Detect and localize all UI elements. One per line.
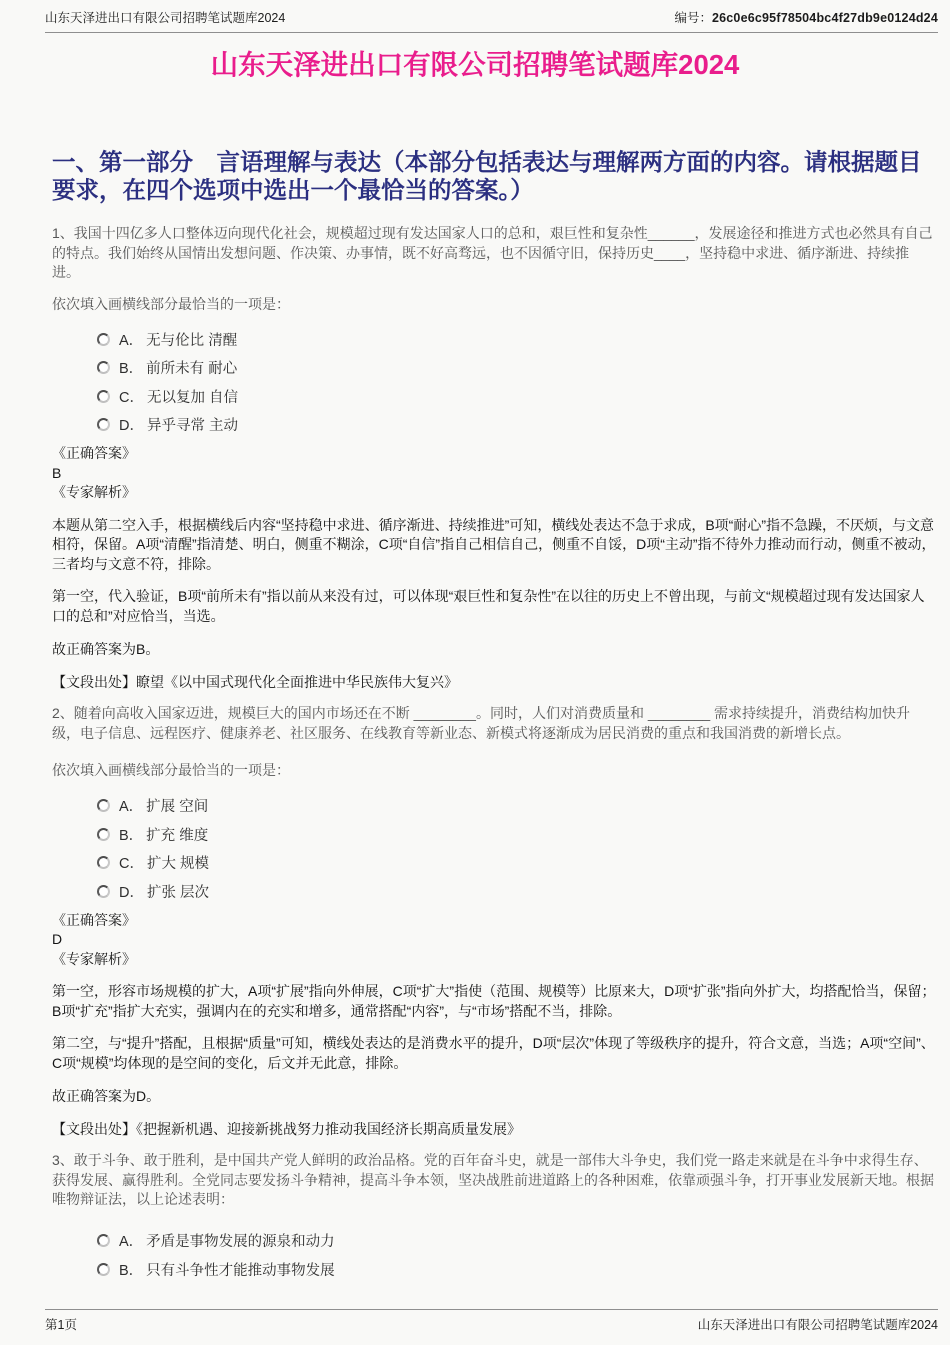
- option-letter: C．: [119, 389, 144, 406]
- source-reference: 【文段出处】《把握新机遇、迎接新挑战努力推动我国经济长期高质量发展》: [52, 1120, 521, 1137]
- radio-button-icon[interactable]: [97, 390, 110, 403]
- radio-button-icon[interactable]: [97, 418, 110, 431]
- option-text: 扩张 层次: [146, 884, 210, 901]
- option-letter: C．: [119, 856, 144, 873]
- option-a[interactable]: [97, 1227, 937, 1256]
- header-doc-title: 山东天泽进出口有限公司招聘笔试题库2024: [45, 11, 286, 25]
- options-list: [97, 325, 937, 439]
- analysis-paragraph: 第一空，形容市场规模的扩大，A项“扩展”指向外伸展，C项“扩大”指使（范围、规模等）比原来大，D项“扩张”指向外扩大，均搭配恰当，保留；B项“扩充”指扩大充实，强调内在的充实和增多，通常搭配“内容”，与“市场”搭配不当，排除。: [52, 983, 936, 1019]
- option-letter: D．: [119, 418, 144, 435]
- options-list: [97, 1227, 937, 1284]
- option-b[interactable]: [97, 354, 937, 383]
- conclusion: 故正确答案为D。: [52, 1088, 161, 1104]
- question-stem: 3、敢于斗争、敢于胜利，是中国共产党人鲜明的政治品格。党的百年奋斗史，就是一部伟大斗争史，我们党一路走来就是在斗争中求得生存、获得发展、赢得胜利。全党同志要发扬斗争精神，提高斗争本领，坚决战胜前进道路上的各种困难，依靠顽强斗争，打开事业发展新天地。根据唯物辩证法，以上论述表明：: [52, 1152, 934, 1207]
- radio-button-icon[interactable]: [97, 1263, 110, 1276]
- radio-button-icon[interactable]: [97, 828, 110, 841]
- option-letter: A．: [119, 799, 144, 816]
- radio-button-icon[interactable]: [97, 333, 110, 346]
- expert-analysis-label: 《专家解析》: [52, 950, 136, 967]
- question-1: [52, 224, 937, 692]
- analysis-paragraph: 本题从第二空入手，根据横线后内容“坚持稳中求进、循序渐进、持续推进”可知，横线处表达不急于求成，B项“耐心”指不急躁，不厌烦，与文意相符，保留。A项“清醒”指清楚、明白，侧重不糊涂，C项“自信”指自己相信自己，侧重不自馁，D项“主动”指不待外力推动而行动，侧重不被动，三者均与文意不符，排除。: [52, 516, 936, 572]
- question-3: [52, 1151, 937, 1284]
- option-b[interactable]: [97, 820, 937, 849]
- radio-button-icon[interactable]: [97, 1234, 110, 1247]
- correct-answer-label: 《正确答案》: [52, 445, 136, 461]
- option-a[interactable]: [97, 325, 937, 354]
- question-2: [52, 704, 937, 1139]
- correct-answer-value: D: [52, 931, 63, 947]
- expert-analysis-label: 《专家解析》: [52, 484, 136, 500]
- option-text: 矛盾是事物发展的源泉和动力: [146, 1234, 335, 1251]
- analysis-paragraph: 第二空，与“提升”搭配，且根据“质量”可知，横线处表达的是消费水平的提升，D项“层次”体现了等级秩序的提升，符合文意，当选；A项“空间”、C项“规模”均体现的是空间的变化，后文并无此意，排除。: [52, 1035, 935, 1071]
- option-text: 扩展 空间: [146, 799, 209, 816]
- option-text: 无以复加 自信: [146, 389, 239, 406]
- option-c[interactable]: [97, 382, 937, 411]
- option-text: 扩充 维度: [146, 827, 209, 844]
- option-d[interactable]: [97, 877, 937, 906]
- conclusion: 故正确答案为B。: [52, 641, 160, 657]
- question-prompt: 依次填入画横线部分最恰当的一项是：: [52, 762, 290, 778]
- option-letter: A．: [119, 332, 144, 349]
- radio-button-icon[interactable]: [97, 856, 110, 869]
- option-letter: D．: [119, 884, 144, 901]
- footer-doc-title: 山东天泽进出口有限公司招聘笔试题库2024: [697, 1318, 938, 1332]
- page-footer: [45, 1309, 938, 1333]
- source-reference: 【文段出处】瞭望《以中国式现代化全面推进中华民族伟大复兴》: [52, 673, 458, 690]
- option-text: 扩大 规模: [146, 856, 210, 873]
- option-d[interactable]: [97, 411, 937, 440]
- question-stem: 1、我国十四亿多人口整体迈向现代化社会，规模超过现有发达国家人口的总和，艰巨性和复杂性______，发展途径和推进方式也必然具有自己的特点。我们始终从国情出发想问题、作决策、办事情，既不好高骛远，也不因循守旧，保持历史____，坚持稳中求进、循序渐进、持续推进。: [52, 225, 933, 280]
- options-list: [97, 792, 937, 906]
- page-number: 第1页: [45, 1318, 77, 1332]
- code-value: 26c0e6c95f78504bc4f27db9e0124d24: [711, 11, 938, 25]
- radio-button-icon[interactable]: [97, 799, 110, 812]
- option-letter: B．: [119, 827, 144, 844]
- radio-button-icon[interactable]: [97, 885, 110, 898]
- page-title: 山东天泽进出口有限公司招聘笔试题库2024: [210, 49, 740, 80]
- page-header: [45, 0, 938, 33]
- option-b[interactable]: [97, 1255, 937, 1284]
- option-text: 只有斗争性才能推动事物发展: [146, 1262, 335, 1279]
- header-doc-code: [674, 8, 938, 26]
- option-text: 异乎寻常 主动: [146, 418, 239, 435]
- code-label: 编号：: [674, 11, 712, 25]
- question-stem: 2、随着向高收入国家迈进，规模巨大的国内市场还在不断 ________。同时，人们对消费质量和 ________ 需求持续提升，消费结构加快升级，电子信息、远程医疗、健康养老、社区服务、在线教育等新业态、新模式将逐渐成为居民消费的重点和我国消费的新增长点。: [52, 705, 911, 741]
- question-prompt: 依次填入画横线部分最恰当的一项是：: [52, 295, 290, 312]
- radio-button-icon[interactable]: [97, 361, 110, 374]
- content-area: [52, 148, 937, 1296]
- section-heading: 一、第一部分 言语理解与表达（本部分包括表达与理解两方面的内容。请根据题目要求，在四个选项中选出一个最恰当的答案。）: [52, 149, 922, 203]
- option-text: 前所未有 耐心: [146, 361, 238, 378]
- analysis-paragraph: 第一空，代入验证，B项“前所未有”指以前从来没有过，可以体现“艰巨性和复杂性”在以往的历史上不曾出现，与前文“规模超过现有发达国家人口的总和”对应恰当，当选。: [52, 588, 925, 624]
- correct-answer-value: B: [52, 464, 62, 481]
- correct-answer-label: 《正确答案》: [52, 911, 136, 928]
- option-a[interactable]: [97, 792, 937, 821]
- option-text: 无与伦比 清醒: [146, 332, 238, 349]
- option-letter: A．: [119, 1234, 144, 1251]
- option-letter: B．: [119, 361, 144, 378]
- option-letter: B．: [119, 1262, 144, 1279]
- option-c[interactable]: [97, 849, 937, 878]
